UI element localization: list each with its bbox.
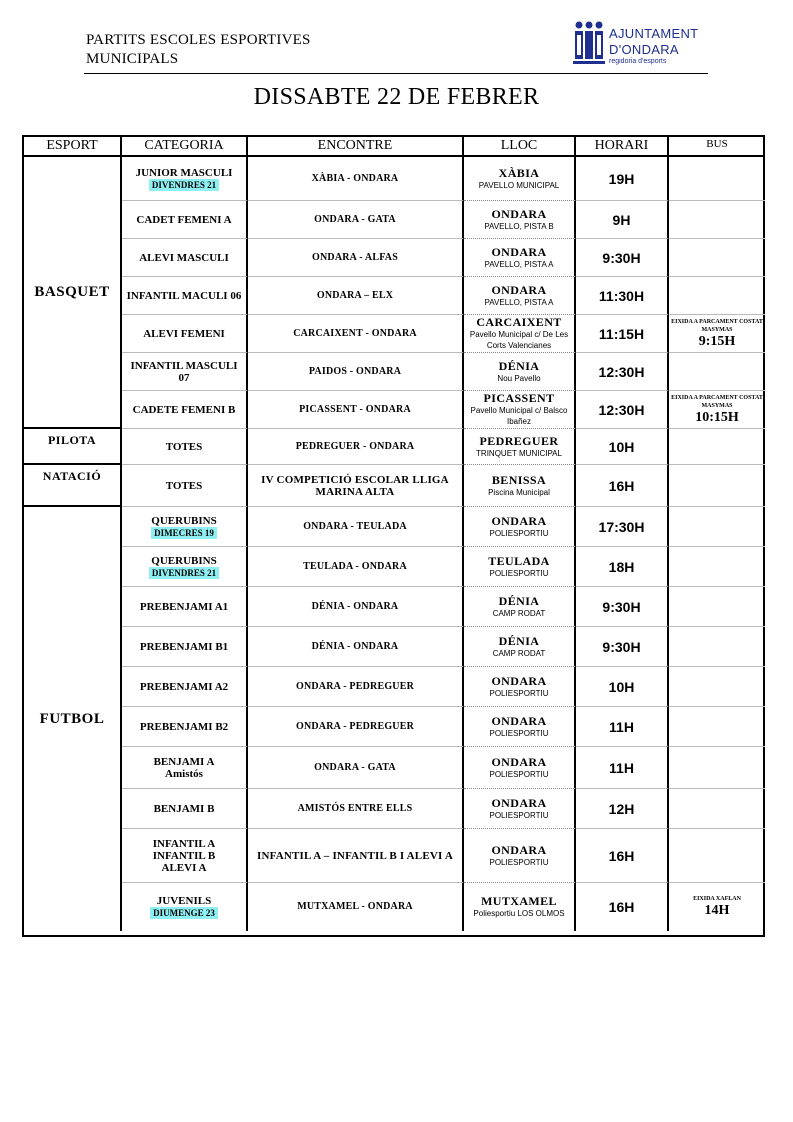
match-cell: ONDARA - TEULADA [248,507,464,547]
venue-cell [464,201,576,239]
venue-name: TEULADA [488,553,550,568]
match-cell: DÉNIA - ONDARA [248,587,464,627]
town-emblem-icon [573,20,605,66]
category-cell [122,789,248,829]
category-name: INFANTIL MACULI 06 [126,289,242,302]
logo-name-line2: D'ONDARA [609,42,679,57]
bus-cell [669,789,765,829]
category-cell [122,883,248,931]
category-name: ALEVI MASCULI [139,251,229,264]
venue-name: MUTXAMEL [481,894,557,908]
venue-cell [464,391,576,429]
category-cell [122,829,248,883]
venue-cell [464,627,576,667]
match-cell: ONDARA - GATA [248,201,464,239]
bus-departure-time: 10:15H [695,409,739,425]
date-note-badge: DIUMENGE 23 [150,907,218,919]
match-cell: PAIDOS - ONDARA [248,353,464,391]
time-cell: 18H [576,547,669,587]
venue-name: ONDARA [491,795,547,810]
bus-cell [669,883,765,931]
venue-name: CARCAIXENT [476,315,562,329]
category-name: PREBENJAMI B1 [139,640,229,653]
time-cell: 9:30H [576,239,669,277]
match-cell: ONDARA - PEDREGUER [248,707,464,747]
category-cell [122,429,248,465]
venue-detail: POLIESPORTIU [489,769,549,779]
header-title-line2: MUNICIPALS [86,51,179,67]
venue-cell [464,829,576,883]
match-cell: ONDARA - GATA [248,747,464,789]
day-title: DISSABTE 22 DE FEBRER [253,84,540,110]
time-cell: 10H [576,667,669,707]
time-cell: 11:15H [576,315,669,353]
venue-name: DÉNIA [498,633,540,648]
venue-cell [464,353,576,391]
category-name: TOTES [165,479,203,492]
time-cell: 12H [576,789,669,829]
bus-cell [669,429,765,465]
bus-cell [669,391,765,429]
category-cell [122,507,248,547]
bus-cell [669,315,765,353]
match-cell: CARCAIXENT - ONDARA [248,315,464,353]
venue-detail: Nou Pavello [497,373,541,383]
category-name: INFANTIL MASCULI 07 [130,359,238,384]
venue-cell [464,789,576,829]
venue-cell [464,883,576,931]
category-name-3: ALEVI A [161,861,207,874]
category-name: ALEVI FEMENI [143,327,225,340]
date-note-badge: DIVENDRES 21 [149,567,219,579]
venue-name: ONDARA [491,282,547,297]
time-cell: 10H [576,429,669,465]
category-name: PREBENJAMI A1 [139,600,229,613]
bus-cell [669,627,765,667]
category-cell [122,707,248,747]
bus-cell [669,667,765,707]
col-header-bus: BUS [669,137,765,157]
col-header-categoria: CATEGORIA [122,137,248,157]
category-name: PREBENJAMI B2 [139,720,229,733]
venue-detail: POLIESPORTIU [489,528,549,538]
time-cell: 11H [576,747,669,789]
venue-cell [464,587,576,627]
venue-name: PEDREGUER [479,433,559,448]
venue-detail: Piscina Municipal [488,487,550,497]
time-cell: 16H [576,829,669,883]
time-cell: 12:30H [576,391,669,429]
venue-name: DÉNIA [498,358,540,373]
schedule-table [22,135,765,937]
time-cell: 11:30H [576,277,669,315]
venue-cell [464,277,576,315]
bus-cell [669,239,765,277]
venue-cell [464,507,576,547]
venue-name: PICASSENT [483,391,555,405]
venue-cell [464,465,576,507]
col-header-esport: ESPORT [24,137,122,157]
venue-cell [464,547,576,587]
header-divider [84,73,708,74]
venue-name: BENISSA [491,472,547,487]
category-cell [122,353,248,391]
bus-cell [669,277,765,315]
bus-cell [669,201,765,239]
venue-cell [464,667,576,707]
venue-detail: TRINQUET MUNICIPAL [476,448,562,458]
bus-departure-note: EIXIDA XAFLAN [693,896,741,902]
col-header-encontre: ENCONTRE [248,137,464,157]
bus-departure-note: EIXIDA A PARCAMENT COSTAT MASYMAS [671,318,763,333]
venue-name: ONDARA [491,244,547,259]
time-cell: 11H [576,707,669,747]
venue-cell [464,239,576,277]
time-cell: 9H [576,201,669,239]
venue-detail: Pavello Municipal c/ De Les Corts Valencianes [469,330,569,350]
match-cell: TEULADA - ONDARA [248,547,464,587]
category-cell [122,667,248,707]
venue-name: XÀBIA [498,165,540,180]
bus-departure-time: 9:15H [698,333,736,349]
bus-cell [669,547,765,587]
category-name: BENJAMI A [153,755,215,768]
category-cell [122,277,248,315]
venue-detail: CAMP RODAT [492,648,546,658]
match-cell: IV COMPETICIÓ ESCOLAR LLIGA MARINA ALTA [248,465,464,507]
sport-futbol: FUTBOL [24,507,122,931]
venue-name: ONDARA [491,513,547,528]
category-cell [122,391,248,429]
venue-name: ONDARA [491,206,547,221]
category-cell [122,627,248,667]
bus-cell [669,353,765,391]
venue-cell [464,157,576,201]
match-cell: ONDARA - ALFAS [248,239,464,277]
match-cell: DÉNIA - ONDARA [248,627,464,667]
category-cell [122,547,248,587]
time-cell: 19H [576,157,669,201]
date-note-badge: DIMECRES 19 [151,527,217,539]
category-cell [122,157,248,201]
venue-name: ONDARA [491,713,547,728]
category-name: CADETE FEMENI B [132,403,236,416]
venue-detail: POLIESPORTIU [489,857,549,867]
venue-cell [464,707,576,747]
venue-detail: PAVELLO, PISTA A [484,297,554,307]
logo-subtitle: regidoria d'esports [609,58,667,65]
sport-pilota: PILOTA [24,429,122,465]
venue-detail: POLIESPORTIU [489,728,549,738]
venue-detail: POLIESPORTIU [489,568,549,578]
venue-cell [464,747,576,789]
category-cell [122,239,248,277]
bus-cell [669,465,765,507]
category-name: QUERUBINS [151,554,217,567]
venue-detail: POLIESPORTIU [489,688,549,698]
bus-departure-note: EIXIDA A PARCAMENT COSTAT MASYMAS [671,394,763,409]
category-cell [122,315,248,353]
bus-departure-time: 14H [704,903,730,918]
venue-detail: PAVELLO MUNICIPAL [478,180,560,190]
venue-detail: Pavello Municipal c/ Balsco Ibañez [470,406,568,426]
venue-cell [464,429,576,465]
category-cell [122,465,248,507]
venue-detail: POLIESPORTIU [489,810,549,820]
sport-basquet: BASQUET [24,157,122,429]
category-name: BENJAMI B [153,802,215,815]
venue-name: ONDARA [491,754,547,769]
sport-natacio: NATACIÓ [24,465,122,507]
bus-cell [669,507,765,547]
venue-detail: PAVELLO, PISTA A [484,259,554,269]
match-cell: INFANTIL A – INFANTIL B I ALEVI A [248,829,464,883]
logo-name-line1: AJUNTAMENT [609,26,699,41]
ajuntament-logo [573,20,713,70]
time-cell: 17:30H [576,507,669,547]
category-cell [122,201,248,239]
col-header-lloc: LLOC [464,137,576,157]
category-cell [122,747,248,789]
match-cell: PICASSENT - ONDARA [248,391,464,429]
header-title-line1: PARTITS ESCOLES ESPORTIVES [86,32,311,48]
category-name: INFANTIL A [152,837,216,850]
match-cell: ONDARA - PEDREGUER [248,667,464,707]
col-header-horari: HORARI [576,137,669,157]
time-cell: 9:30H [576,627,669,667]
category-name: CADET FEMENI A [136,213,232,226]
venue-name: ONDARA [491,842,547,857]
category-name-2: Amistós [165,767,203,780]
venue-detail: CAMP RODAT [492,608,546,618]
category-name: QUERUBINS [151,514,217,527]
venue-name: ONDARA [491,673,547,688]
time-cell: 16H [576,465,669,507]
bus-cell [669,829,765,883]
time-cell: 12:30H [576,353,669,391]
category-name-2: INFANTIL B [152,849,216,862]
match-cell: ONDARA – ELX [248,277,464,315]
venue-name: DÉNIA [498,593,540,608]
bus-cell [669,747,765,789]
match-cell: AMISTÓS ENTRE ELLS [248,789,464,829]
time-cell: 9:30H [576,587,669,627]
bus-cell [669,707,765,747]
category-name: PREBENJAMI A2 [139,680,229,693]
category-name: JUNIOR MASCULI [135,166,233,179]
category-name: TOTES [165,440,203,453]
date-note-badge: DIVENDRES 21 [149,179,219,191]
match-cell: XÀBIA - ONDARA [248,157,464,201]
bus-cell [669,157,765,201]
bus-cell [669,587,765,627]
venue-cell [464,315,576,353]
category-cell [122,587,248,627]
venue-detail: Poliesportiu LOS OLMOS [473,909,565,918]
venue-detail: PAVELLO, PISTA B [484,221,554,231]
match-cell: PEDREGUER - ONDARA [248,429,464,465]
match-cell: MUTXAMEL - ONDARA [248,883,464,931]
category-name: JUVENILS [156,895,212,907]
document-header [86,31,311,69]
time-cell: 16H [576,883,669,931]
